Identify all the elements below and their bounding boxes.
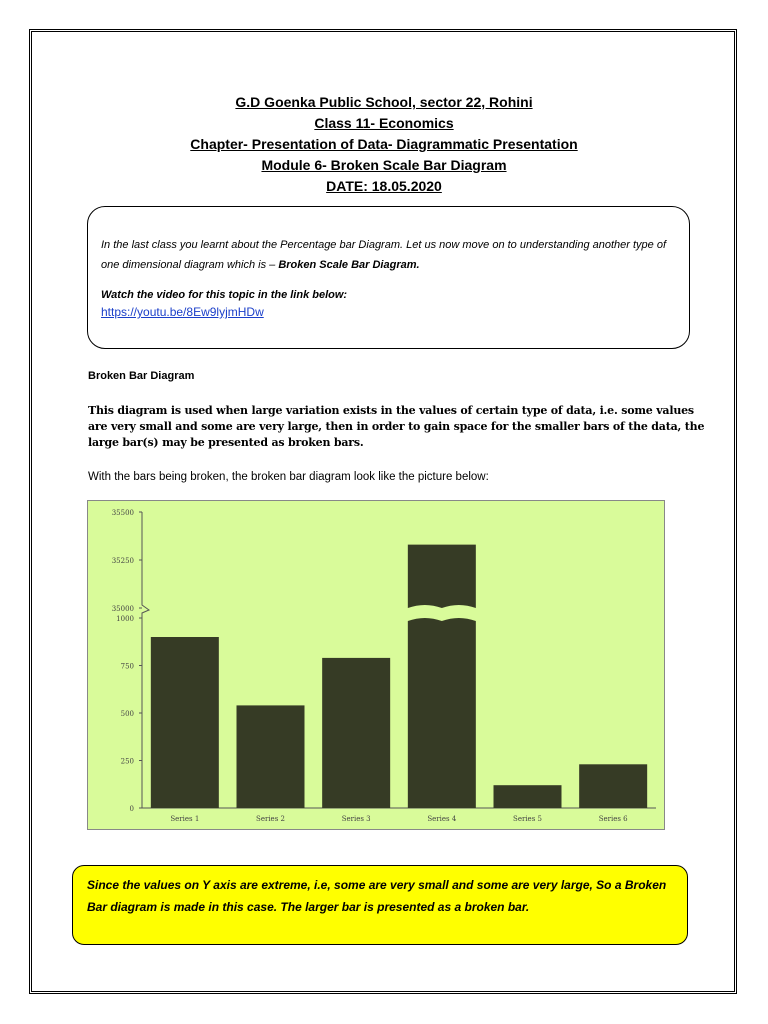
bar-series-4-lower	[408, 618, 476, 808]
y-tick-label: 0	[129, 805, 134, 813]
bar	[322, 658, 390, 808]
intro-plain: In the last class you learnt about the Percentage bar Diagram. Let us now move on to understanding another type of one dimensional diagram which is –	[101, 239, 667, 271]
y-tick-label: 500	[120, 710, 134, 718]
broken-bar-chart	[87, 500, 665, 830]
chapter-title: Chapter- Presentation of Data- Diagrammatic Presentation	[190, 136, 578, 152]
chart-svg	[88, 501, 666, 831]
school-name: G.D Goenka Public School, sector 22, Rohini	[235, 94, 533, 110]
section-title: Broken Bar Diagram	[88, 370, 195, 382]
y-tick-label: 250	[120, 757, 134, 766]
date-line: DATE: 18.05.2020	[326, 178, 442, 194]
module-title: Module 6- Broken Scale Bar Diagram	[261, 157, 507, 173]
bar-series-4-upper	[408, 545, 476, 608]
intro-box	[87, 206, 690, 349]
x-tick-label: Series 4	[427, 815, 457, 823]
section-paragraph: This diagram is used when large variation exists in the values of certain type of data, i.e. some values are very small and some are very large, then in order to gain space for the smaller bars of the data, the large bar(s) may be presented as broken bars.	[88, 404, 705, 449]
y-tick-label: 35500	[111, 509, 134, 517]
class-title: Class 11- Economics	[314, 115, 454, 131]
video-link[interactable]: https://youtu.be/8Ew9lyjmHDw	[101, 305, 264, 319]
note-box	[72, 865, 688, 945]
bar	[494, 785, 562, 808]
y-tick-label: 1000	[116, 615, 134, 623]
bar	[237, 705, 305, 808]
note-text: Since the values on Y axis are extreme, i.e, some are very small and some are very large, So a Broken Bar diagram is made in this case. The larger bar is presented as a broken bar.	[87, 878, 667, 914]
x-tick-label: Series 3	[341, 815, 371, 823]
x-tick-label: Series 6	[598, 815, 628, 823]
document-header	[40, 92, 728, 197]
x-tick-label: Series 2	[256, 815, 285, 823]
intro-bold: Broken Scale Bar Diagram.	[278, 259, 420, 271]
y-tick-label: 35250	[111, 557, 134, 565]
watch-label: Watch the video for this topic in the link below:	[101, 289, 348, 301]
x-tick-label: Series 5	[513, 815, 542, 823]
x-tick-label: Series 1	[170, 815, 200, 823]
y-tick-label: 35000	[111, 605, 134, 613]
y-axis-line	[142, 512, 149, 808]
bar	[579, 764, 647, 808]
intro-text	[101, 235, 676, 275]
bar	[151, 637, 219, 808]
y-tick-label: 750	[120, 662, 134, 671]
chart-caption: With the bars being broken, the broken bar diagram look like the picture below:	[88, 471, 489, 483]
